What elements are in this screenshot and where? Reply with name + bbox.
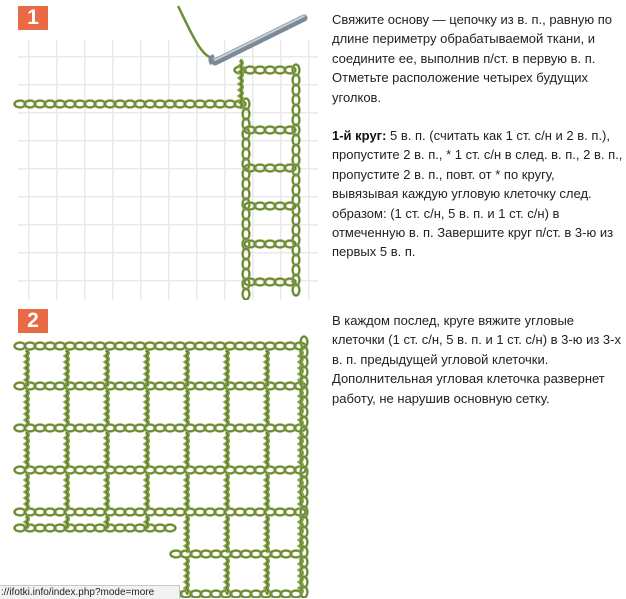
crochet-mesh-diagram [15,337,308,598]
browser-status-url: ://ifotki.info/index.php?mode=more [0,585,180,599]
step-2-illustration [0,306,318,598]
instruction-paragraph: Свяжите основу — цепочку из в. п., равную по длине периметру обрабатываемой ткани, и соедините ее, выполнив п/ст. в первую в. п. Отметьте расположение четырех будущих уголков. [332,12,613,105]
instruction-paragraph: В каждом послед, круге вяжите угловые клеточки (1 ст. с/н, 5 в. п. и 1 ст. с/н) в 3-ю из 3-х в. п. предыдущей угловой клеточки. Дополнительная угловая клеточка развернет работу, не нарушив основную сетку. [332,313,621,406]
step-1-illustration [0,0,318,300]
step-number-badge: 1 [18,6,48,30]
step-2-instructions [332,311,624,408]
step-number-badge: 2 [18,309,48,333]
instruction-paragraph: 1-й круг: 5 в. п. (считать как 1 ст. с/н и 2 в. п.), пропустите 2 в. п., * 1 ст. с/н в след. в. п., 2 в. п., пропустите 2 в. п., повт. от * по кругу, вывязывая каждую угловую клеточку след. образом: (1 ст. с/н, 5 в. п. и 1 ст. с/н) в отмеченную в. п. Завершите круг п/ст. в 3-ю из первых 5 в. п. [332,128,623,260]
step-1-instructions [332,10,624,262]
round-label: 1-й круг: [332,128,387,144]
